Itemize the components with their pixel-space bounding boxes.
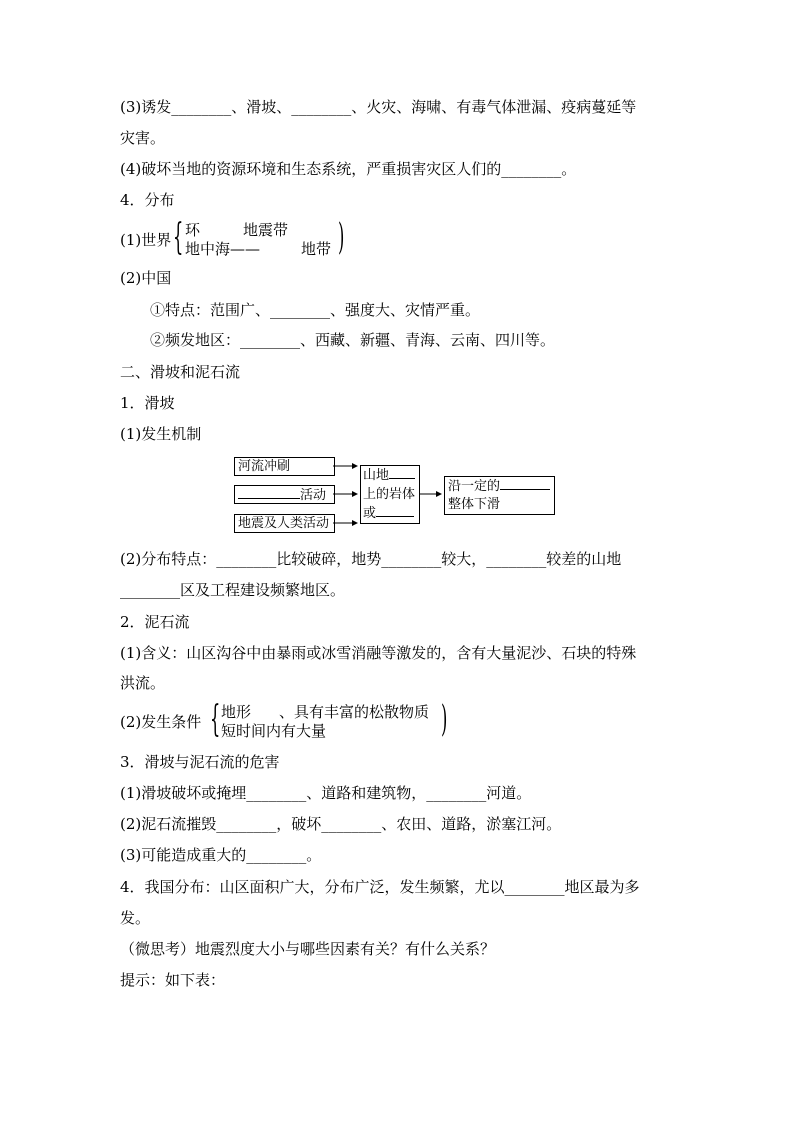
right-paren-icon: ) [441,699,448,740]
diagram-box-earthquake: 地震及人类活动 [234,514,335,533]
text-line: 灾害。 [120,129,166,147]
diagram-box-rock: 山地 上的岩体 或 [360,465,420,524]
text-line: (2)分布特点：________比较破碎，地势________较大，________较差的山地 [120,550,622,568]
text-line: (1)含义：山区沟谷中由暴雨或冰雪消融等激发的，含有大量泥沙、石块的特殊 [120,644,637,662]
text-line: (2)泥石流摧毁________，破坏________、农田、道路，淤塞江河。 [120,815,562,833]
text-line: ________区及工程建设频繁地区。 [120,581,346,599]
text-line: (1)滑坡破坏或掩埋________、道路和建筑物，________河道。 [120,784,532,802]
brace-label: (2)发生条件 [120,713,202,731]
text-line: (4)破坏当地的资源环境和生态系统，严重损害灾区人们的________。 [120,160,577,178]
left-brace-icon: { [173,217,184,258]
text-line: (1)发生机制 [120,425,202,443]
section-heading: 2．泥石流 [120,613,190,631]
text-line: 提示：如下表： [120,971,226,989]
left-brace-icon: { [210,699,221,740]
diagram-box-slide: 沿一定的 整体下滑 [444,476,555,515]
right-paren-icon: ) [338,217,345,258]
text-line: 发。 [120,909,151,927]
text-line: 洪流。 [120,674,166,692]
text-line: 4．我国分布：山区面积广大，分布广泛，发生频繁，尤以________地区最为多 [120,878,640,896]
text-line: (3)可能造成重大的________。 [120,846,322,864]
section-heading: 3．滑坡与泥石流的危害 [120,753,280,771]
text-line: (3)诱发________、滑坡、________、火灾、海啸、有毒气体泄漏、疫病蔓延等 [120,98,637,116]
section-heading: 4．分布 [120,191,175,209]
section-heading: 1．滑坡 [120,394,175,412]
section-heading: 二、滑坡和泥石流 [120,363,241,381]
brace-row: 短时间内有大量 [221,722,327,740]
brace-row: 地形 、具有丰富的松散物质 [221,703,430,721]
text-line: （微思考）地震烈度大小与哪些因素有关？有什么关系？ [120,940,496,958]
text-line: ①特点：范围广、________、强度大、灾情严重。 [150,301,481,319]
brace-label: (1)世界 [120,231,172,249]
brace-row: 环 地震带 [185,221,289,239]
brace-row: 地中海—— 地带 [185,240,332,258]
diagram-box-river: 河流冲刷 [234,457,335,476]
text-line: ②频发地区：________、西藏、新疆、青海、云南、四川等。 [150,331,556,349]
diagram-box-activity: 活动 [234,485,335,504]
text-line: (2)中国 [120,269,172,287]
